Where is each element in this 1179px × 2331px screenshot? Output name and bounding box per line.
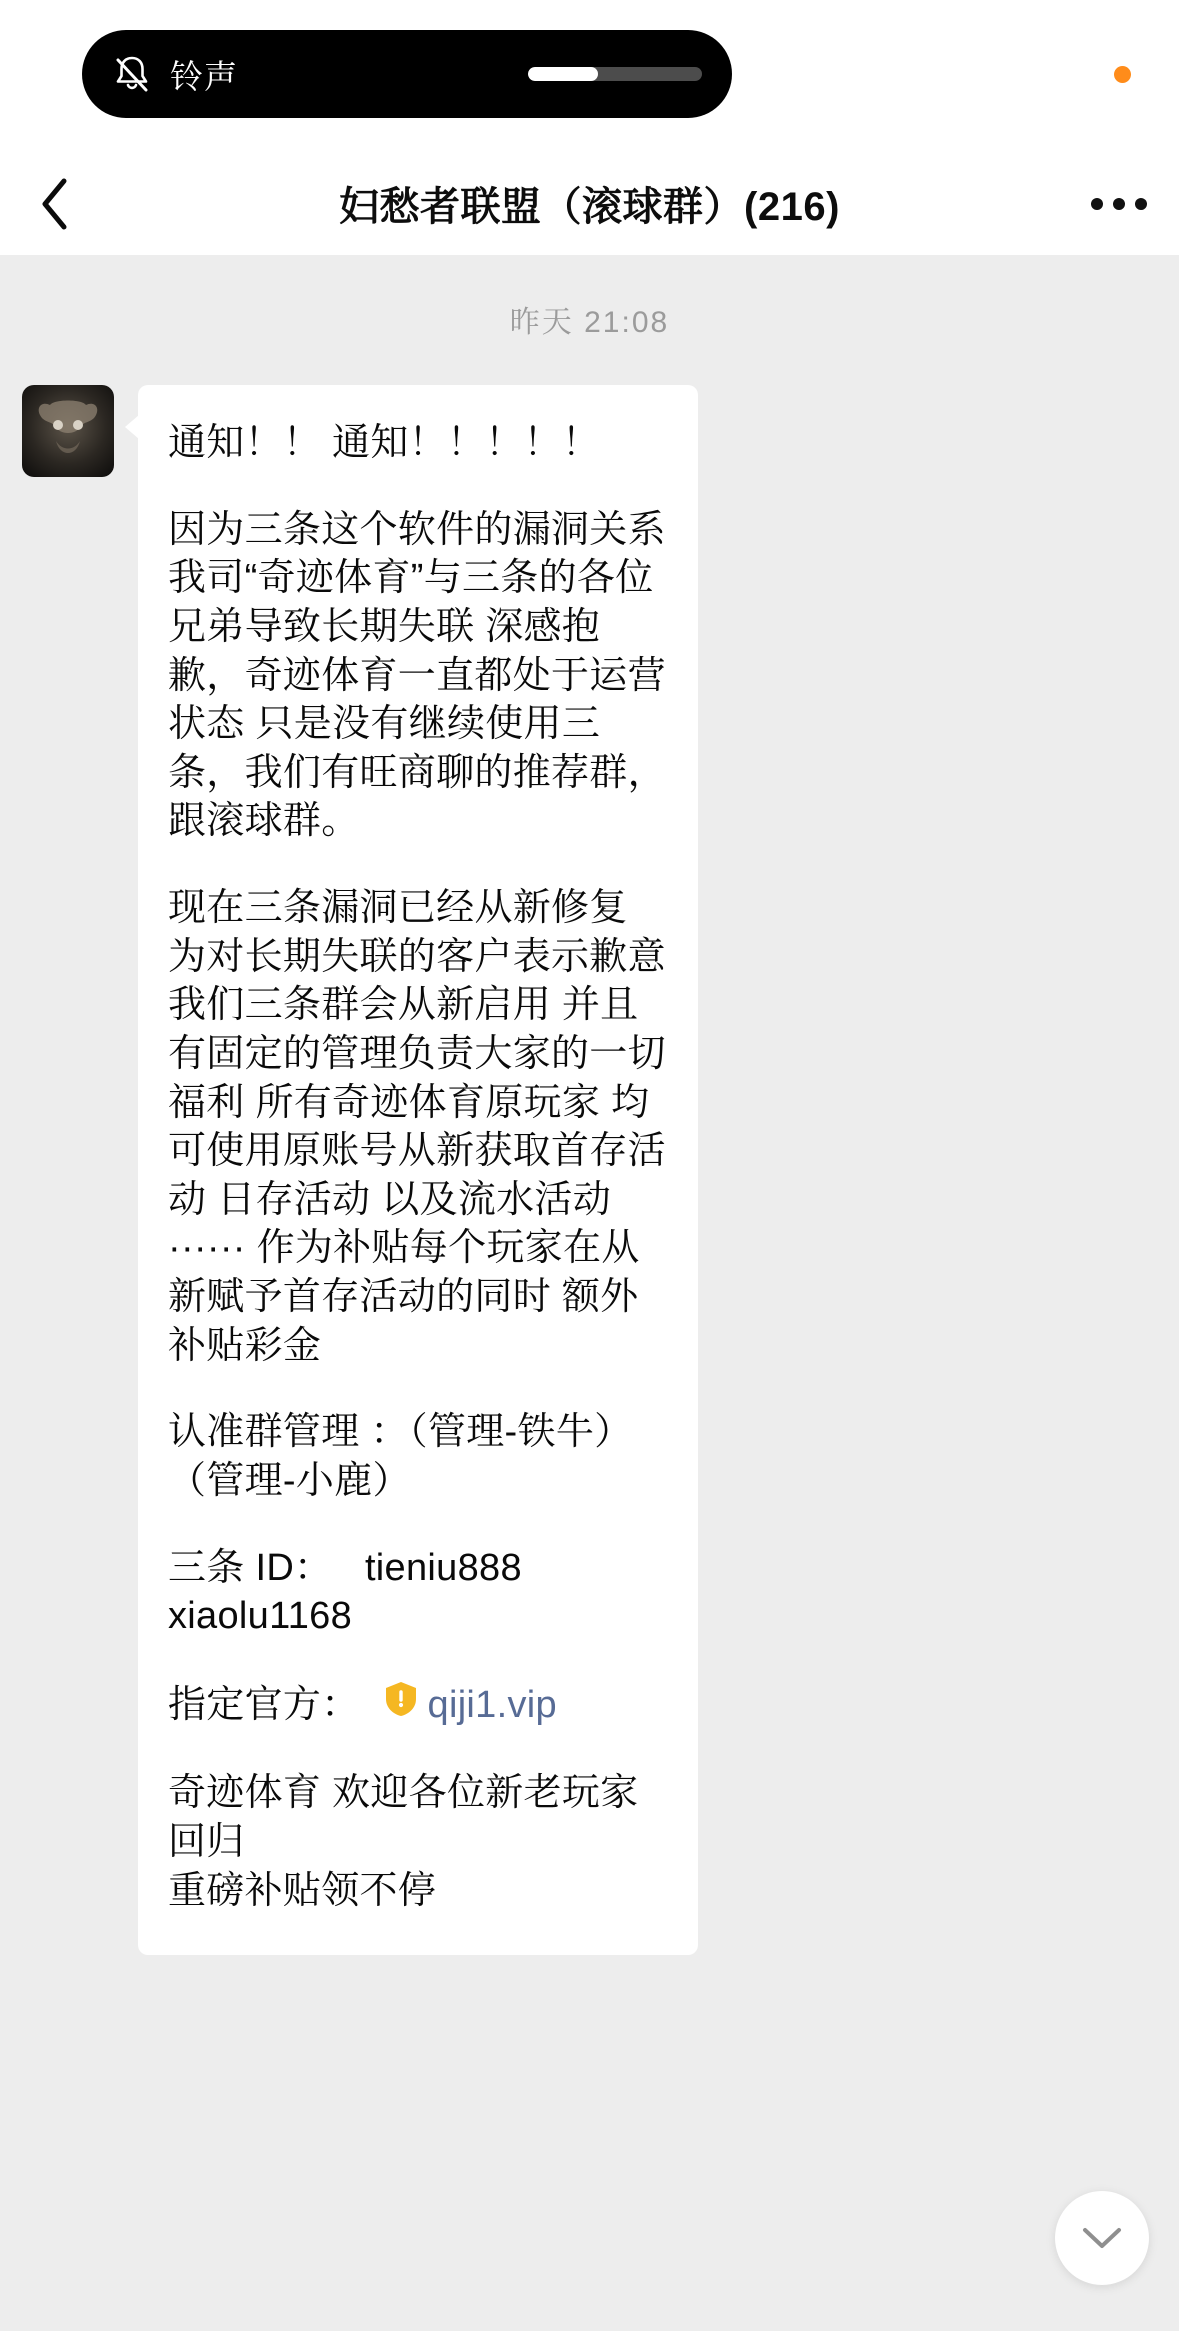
message-paragraph-1: 通知！！ 通知！！！！！ <box>168 422 601 464</box>
chat-message-list[interactable] <box>0 255 1179 2331</box>
message-paragraph-3: 现在三条漏洞已经从新修复 为对长期失联的客户表示歉意 我们三条群会从新启用 并且有固定的管理负责大家的一切福利 所有奇迹体育原玩家 均可使用原账号从新获取首存活动 日存活动 以及流水活动······ 作为补贴每个玩家在从新赋予首存活动的同时 额外补贴彩金 <box>168 887 666 1367</box>
more-horizontal-icon-dot <box>1091 198 1103 210</box>
message-paragraph-2: 因为三条这个软件的漏洞关系我司“奇迹体育”与三条的各位兄弟导致长期失联 深感抱歉，奇迹体育一直都处于运营状态 只是没有继续使用三条，我们有旺商聊的推荐群，跟滚球群。 <box>168 508 666 843</box>
status-bar <box>0 0 1179 152</box>
message-id-line <box>168 1544 668 1641</box>
id-value-1: tieniu888 <box>364 1546 522 1589</box>
dynamic-island-ringtone-banner[interactable] <box>82 30 732 118</box>
message-timestamp: 昨天 21:08 <box>509 306 670 339</box>
official-label: 指定官方： <box>168 1683 360 1726</box>
shield-badge-icon <box>382 1679 420 1732</box>
volume-progress-track[interactable] <box>528 67 702 81</box>
ringtone-label: 铃声 <box>170 57 238 95</box>
chevron-left-icon <box>38 175 72 233</box>
id-label: 三条 ID： <box>168 1546 333 1589</box>
more-options-button[interactable] <box>1059 152 1179 255</box>
avatar[interactable] <box>22 385 114 477</box>
message-row <box>0 385 1179 1955</box>
message-footer <box>168 1769 668 1915</box>
footer-line-1: 奇迹体育 欢迎各位新老玩家回归 <box>168 1772 639 1863</box>
chevron-down-icon <box>1079 2223 1125 2253</box>
notification-dot-icon <box>1114 66 1131 83</box>
scroll-to-bottom-button[interactable] <box>1055 2191 1149 2285</box>
volume-progress-fill <box>528 67 598 81</box>
message-bubble[interactable] <box>138 385 698 1955</box>
more-horizontal-icon-dot <box>1135 198 1147 210</box>
official-site-link[interactable]: qiji1.vip <box>427 1683 557 1726</box>
id-value-2: xiaolu1168 <box>168 1595 353 1638</box>
bell-off-icon <box>112 52 152 96</box>
footer-line-2: 重磅补贴领不停 <box>168 1869 437 1912</box>
more-horizontal-icon-dot <box>1113 198 1125 210</box>
navigation-bar <box>0 152 1179 255</box>
official-site-line <box>168 1679 668 1732</box>
message-paragraph-4: 认准群管理 ：（管理-铁牛）（管理-小鹿） <box>168 1411 633 1502</box>
back-button[interactable] <box>0 152 110 255</box>
page-title: 妇愁者联盟（滚球群）(216) <box>339 185 840 229</box>
